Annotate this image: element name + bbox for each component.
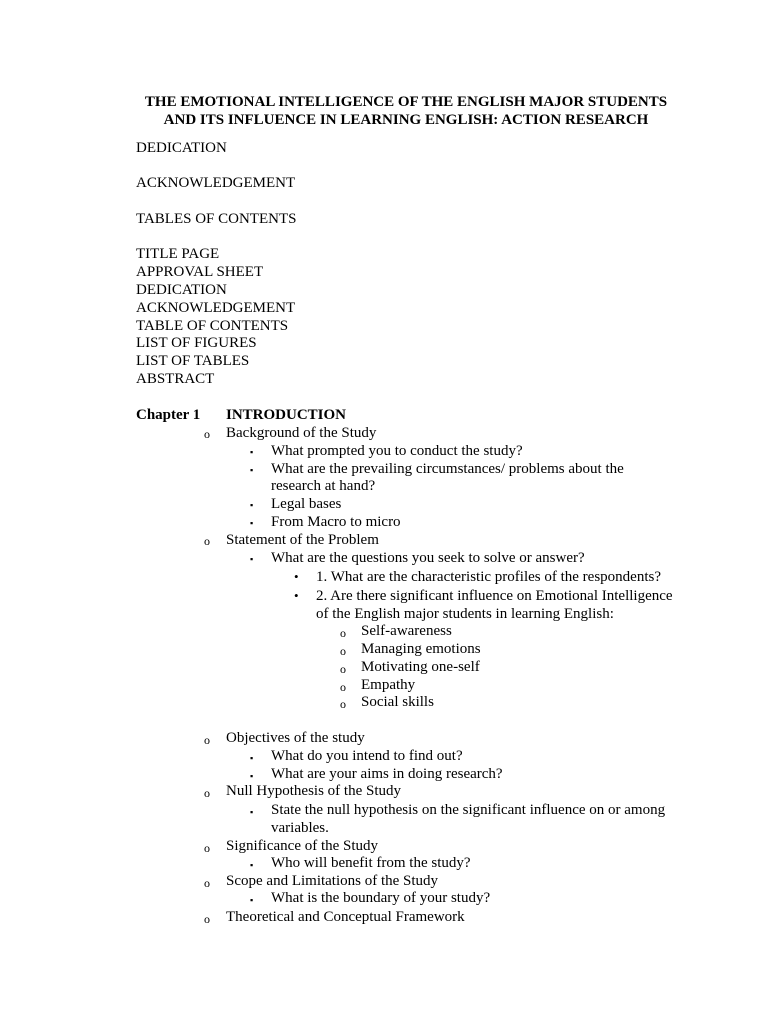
chapter-title: INTRODUCTION	[226, 407, 347, 423]
square-bullet-icon: ▪	[250, 771, 254, 781]
circle-bullet-icon: o	[340, 644, 346, 658]
square-bullet-icon: ▪	[250, 447, 254, 457]
ei-component: Social skills	[361, 694, 434, 710]
front-matter-item: ACKNOWLEDGEMENT	[136, 300, 296, 316]
outline-subsubitem: 2. Are there significant influence on Emotional Intelligence	[316, 588, 673, 604]
front-matter-item: LIST OF FIGURES	[136, 335, 257, 351]
outline-subsubitem-continuation: of the English major students in learning English:	[316, 606, 614, 622]
chapter-number: Chapter 1	[136, 407, 201, 423]
circle-bullet-icon: o	[204, 841, 210, 855]
outline-subitem: What are your aims in doing research?	[271, 766, 503, 782]
ei-component: Managing emotions	[361, 641, 481, 657]
square-bullet-icon: ▪	[250, 518, 254, 528]
front-matter-item: LIST OF TABLES	[136, 353, 250, 369]
circle-bullet-icon: o	[340, 697, 346, 711]
outline-subitem: Legal bases	[271, 496, 342, 512]
outline-subitem: What do you intend to find out?	[271, 748, 463, 764]
heading-acknowledgement: ACKNOWLEDGEMENT	[136, 175, 296, 191]
circle-bullet-icon: o	[204, 912, 210, 926]
outline-subitem: What is the boundary of your study?	[271, 890, 491, 906]
circle-bullet-icon: o	[340, 662, 346, 676]
front-matter-item: TITLE PAGE	[136, 246, 220, 262]
outline-subitem: From Macro to micro	[271, 514, 401, 530]
ei-component: Self-awareness	[361, 623, 452, 639]
outline-subitem: State the null hypothesis on the significant influence on or among	[271, 802, 666, 818]
outline-subitem: What are the questions you seek to solve or answer?	[271, 550, 585, 566]
square-bullet-icon: ▪	[250, 554, 254, 564]
outline-subitem-continuation: research at hand?	[271, 478, 376, 494]
front-matter-item: DEDICATION	[136, 282, 227, 298]
document-title-line-2: AND ITS INFLUENCE IN LEARNING ENGLISH: ACTION RESEARCH	[163, 112, 649, 128]
ei-component: Empathy	[361, 677, 416, 693]
outline-item-statement: Statement of the Problem	[226, 532, 379, 548]
circle-bullet-icon: o	[204, 733, 210, 747]
outline-subsubitem: 1. What are the characteristic profiles of the respondents?	[316, 569, 661, 585]
outline-item-null-hypothesis: Null Hypothesis of the Study	[226, 783, 401, 799]
heading-dedication: DEDICATION	[136, 140, 227, 156]
circle-bullet-icon: o	[340, 680, 346, 694]
outline-subitem-continuation: variables.	[271, 820, 329, 836]
document-title-line-1: THE EMOTIONAL INTELLIGENCE OF THE ENGLISH MAJOR STUDENTS	[144, 94, 668, 110]
outline-subitem: Who will benefit from the study?	[271, 855, 471, 871]
circle-bullet-icon: o	[204, 427, 210, 441]
outline-item-significance: Significance of the Study	[226, 838, 379, 854]
circle-bullet-icon: o	[204, 534, 210, 548]
front-matter-item: APPROVAL SHEET	[136, 264, 264, 280]
square-bullet-icon: ▪	[250, 500, 254, 510]
square-bullet-icon: ▪	[250, 807, 254, 817]
outline-item-objectives: Objectives of the study	[226, 730, 365, 746]
circle-bullet-icon: o	[204, 786, 210, 800]
square-bullet-icon: ▪	[250, 860, 254, 870]
circle-bullet-icon: o	[204, 876, 210, 890]
dot-bullet-icon: •	[294, 588, 299, 603]
heading-tables-of-contents: TABLES OF CONTENTS	[136, 211, 297, 227]
square-bullet-icon: ▪	[250, 753, 254, 763]
outline-item-scope: Scope and Limitations of the Study	[226, 873, 439, 889]
outline-item-framework: Theoretical and Conceptual Framework	[226, 909, 465, 925]
ei-component: Motivating one-self	[361, 659, 480, 675]
dot-bullet-icon: •	[294, 569, 299, 584]
front-matter-item: ABSTRACT	[136, 371, 215, 387]
square-bullet-icon: ▪	[250, 465, 254, 475]
outline-subitem: What are the prevailing circumstances/ problems about the	[271, 461, 624, 477]
circle-bullet-icon: o	[340, 626, 346, 640]
outline-item-background: Background of the Study	[226, 425, 377, 441]
front-matter-item: TABLE OF CONTENTS	[136, 318, 289, 334]
square-bullet-icon: ▪	[250, 895, 254, 905]
outline-subitem: What prompted you to conduct the study?	[271, 443, 523, 459]
